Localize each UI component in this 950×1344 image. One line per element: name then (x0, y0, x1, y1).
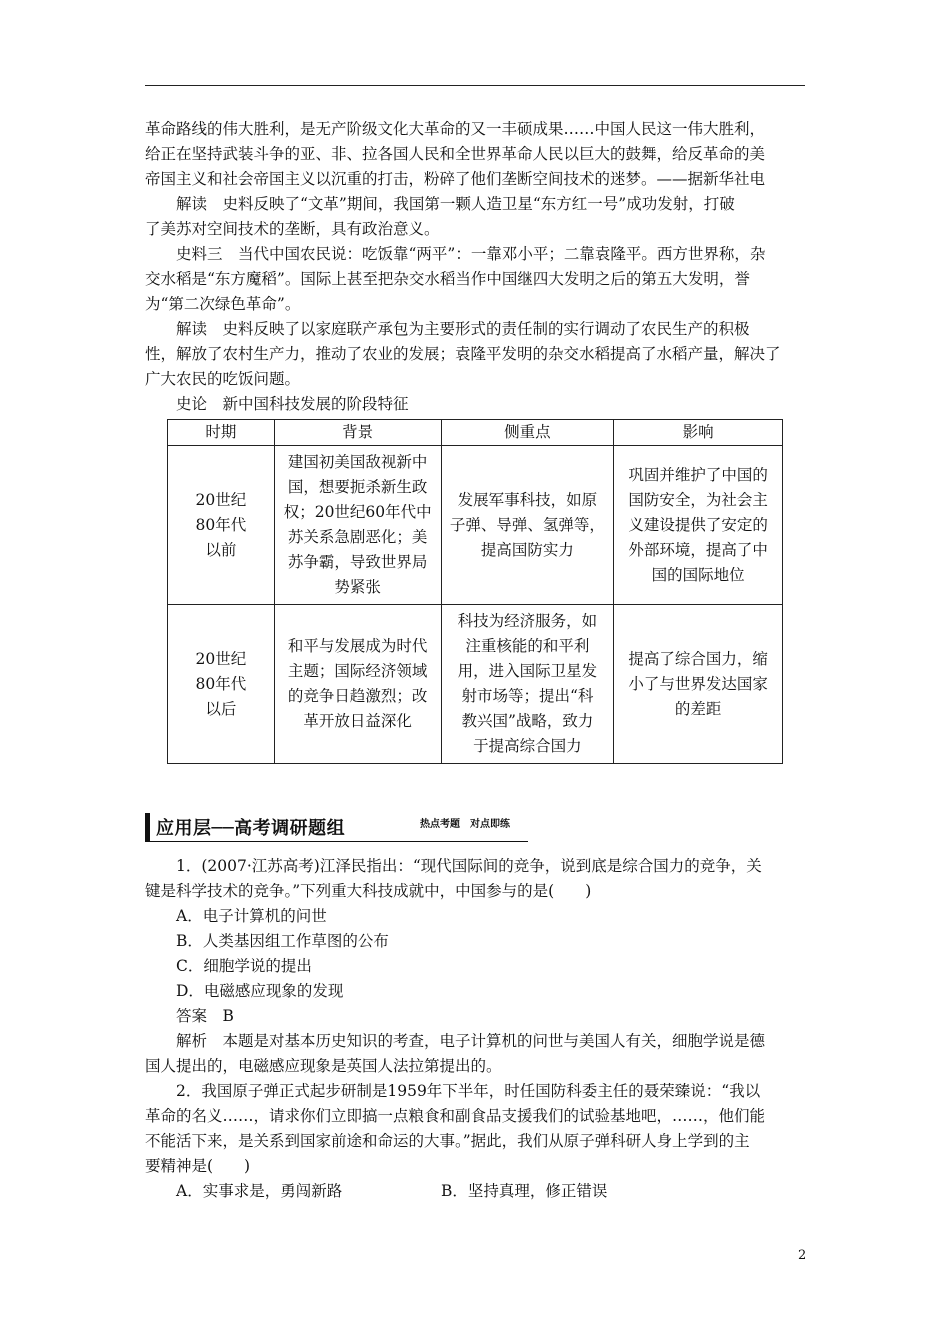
option-a: A．实事求是，勇闯新路 (176, 1182, 343, 1200)
options-row (145, 1179, 810, 1204)
table-row (168, 605, 783, 764)
option-c: C．细胞学说的提出 (176, 957, 312, 975)
section-title: 应用层──高考调研题组 (156, 818, 346, 839)
section-header (145, 813, 528, 842)
option-d: D．电磁感应现象的发现 (176, 982, 344, 1000)
page-number: 2 (798, 1248, 807, 1263)
option-a: A．电子计算机的问世 (176, 907, 327, 925)
section-tag: 热点考题 对点即练 (420, 819, 510, 830)
page-content (145, 117, 810, 1204)
question-stem: 2．我国原子弹正式起步研制是1959年下半年，时任国防科委主任的聂荣臻说：“我以 革命的名义……，请求你们立即搞一点粮食和副食品支援我们的试验基地吧，……，他们能 不能活下来，是关系到国家前途和命运的大事。”据此，我们从原子弹科研人身上学到的主 要精神是( ) (145, 1082, 766, 1175)
table-cell: 巩固并维护了中国的 国防安全，为社会主 义建设提供了安定的 外部环境，提高了中 国的国际地位 (614, 446, 783, 605)
tech-stage-table (167, 419, 783, 764)
table-header: 侧重点 (441, 420, 614, 446)
reading-paragraph: 解读 史料反映了“文革”期间，我国第一颗人造卫星“东方红一号”成功发射，打破 了美苏对空间技术的垄断，具有政治意义。 (145, 195, 735, 238)
table-header: 背景 (274, 420, 441, 446)
question-1 (145, 854, 810, 1079)
table-header-row (168, 420, 783, 446)
reading-paragraph: 解读 史料反映了以家庭联产承包为主要形式的责任制的实行调动了农民生产的积极 性，解放了农村生产力，推动了农业的发展；袁隆平发明的杂交水稻提高了水稻产量，解决了 广大农民的吃饭问题。 (145, 320, 781, 388)
question-stem: 1．(2007·江苏高考)江泽民指出：“现代国际间的竞争，说到底是综合国力的竞争，关 键是科学技术的竞争。”下列重大科技成就中，中国参与的是( ) (145, 857, 762, 900)
header-rule (145, 85, 805, 86)
table-cell: 和平与发展成为时代 主题；国际经济领域 的竞争日趋激烈；改 革开放日益深化 (274, 605, 441, 764)
table-cell: 20世纪 80年代 以后 (168, 605, 275, 764)
question-2 (145, 1079, 810, 1204)
table-header: 影响 (614, 420, 783, 446)
table-cell: 提高了综合国力，缩 小了与世界发达国家 的差距 (614, 605, 783, 764)
analysis: 解析 本题是对基本历史知识的考查，电子计算机的问世与美国人有关，细胞学说是德 国人提出的，电磁感应现象是英国人法拉第提出的。 (145, 1032, 766, 1075)
table-caption: 史论 新中国科技发展的阶段特征 (176, 395, 409, 413)
answer: 答案 B (176, 1007, 234, 1025)
table-cell: 科技为经济服务，如 注重核能的和平利 用，进入国际卫星发 射市场等；提出“科 教兴国”战略，致力 于提高综合国力 (441, 605, 614, 764)
table-cell: 20世纪 80年代 以前 (168, 446, 275, 605)
source-paragraph: 史料三 当代中国农民说：吃饭靠“两平”：一靠邓小平；二靠袁隆平。西方世界称，杂 交水稻是“东方魔稻”。国际上甚至把杂交水稻当作中国继四大发明之后的第五大发明，誉 为“第二次绿色革命”。 (145, 245, 766, 313)
table-cell: 发展军事科技，如原 子弹、导弹、氢弹等， 提高国防实力 (441, 446, 614, 605)
option-b: B．坚持真理，修正错误 (441, 1182, 608, 1200)
table-row (168, 446, 783, 605)
table-header: 时期 (168, 420, 275, 446)
paragraph: 革命路线的伟大胜利，是无产阶级文化大革命的又一丰硕成果……中国人民这一伟大胜利， 给正在坚持武装斗争的亚、非、拉各国人民和全世界革命人民以巨大的鼓舞，给反革命的美 帝国主义和社会帝国主义以沉重的打击，粉碎了他们垄断空间技术的迷梦。——据新华社电 (145, 120, 766, 188)
option-b: B．人类基因组工作草图的公布 (176, 932, 389, 950)
table-cell: 建国初美国敌视新中 国，想要扼杀新生政 权；20世纪60年代中 苏关系急剧恶化；美 苏争霸，导致世界局 势紧张 (274, 446, 441, 605)
